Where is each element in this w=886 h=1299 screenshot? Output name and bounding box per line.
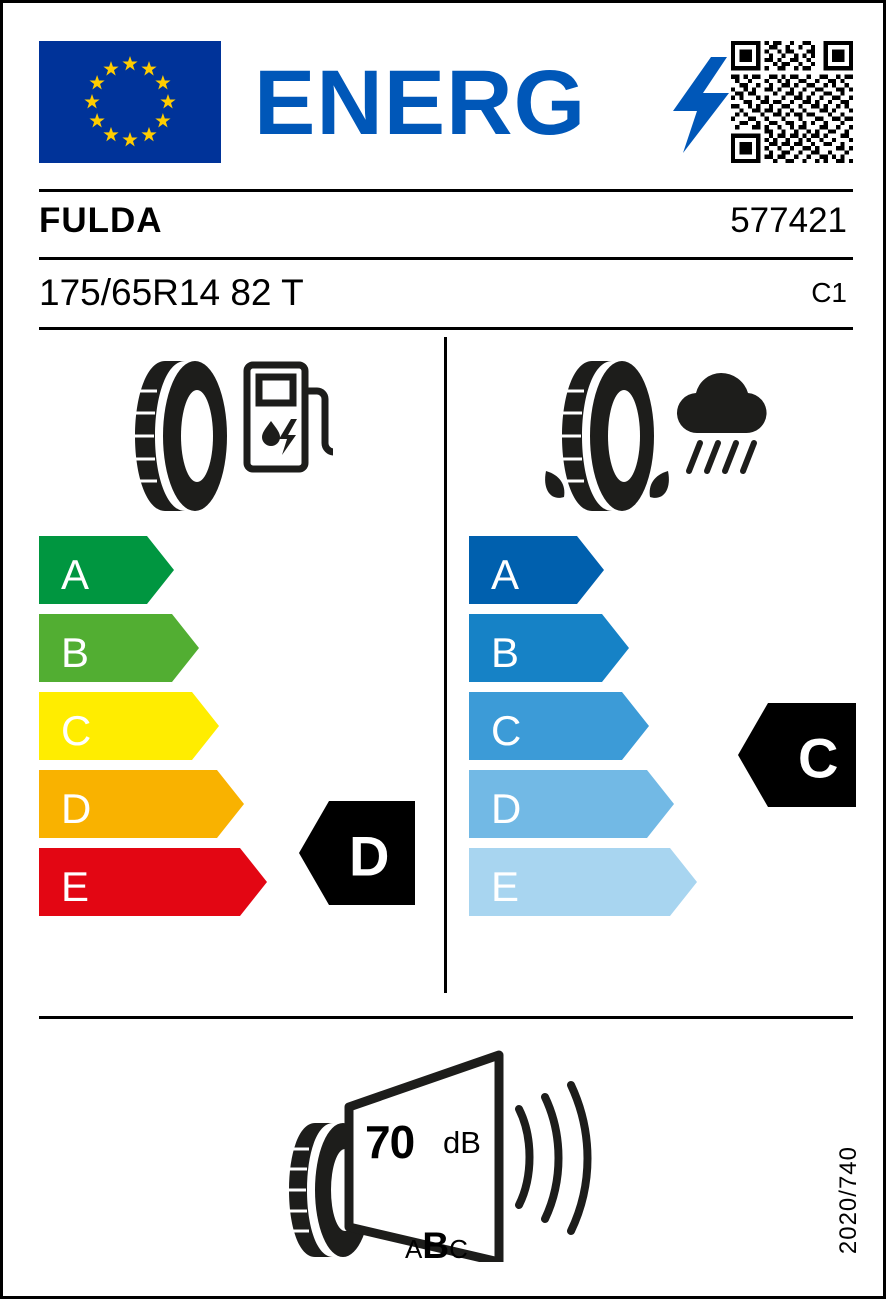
- grade-row-e: [469, 848, 697, 926]
- divider-brand: [39, 257, 853, 260]
- wet-grade-letter-a: A: [491, 551, 520, 598]
- qr-code-icon: [731, 41, 853, 163]
- noise-unit: dB: [443, 1125, 481, 1160]
- grade-row-b: [39, 614, 267, 692]
- noise-class-b: B: [422, 1225, 450, 1266]
- tyre-rain-cloud-icon: [528, 351, 778, 526]
- grade-row-d: [469, 770, 697, 848]
- sku-number: 577421: [730, 201, 847, 240]
- wet-grade-letter-d: D: [491, 785, 522, 832]
- grade-row-c: [469, 692, 697, 770]
- divider-noise: [39, 1016, 853, 1019]
- grade-letter-b: B: [61, 629, 90, 676]
- grade-row-e: [39, 848, 267, 926]
- grade-row-a: [469, 536, 697, 614]
- brand-name: FULDA: [39, 201, 163, 240]
- divider-vertical: [444, 337, 447, 993]
- wet-grip-result: [738, 703, 856, 812]
- fuel-efficiency-scale: [39, 536, 267, 926]
- grade-letter-a: A: [61, 551, 90, 598]
- noise-class-a: A: [405, 1234, 423, 1264]
- fuel-result-letter: D: [349, 824, 390, 887]
- grade-row-c: [39, 692, 267, 770]
- regulation-reference: 2020/740: [835, 1145, 862, 1254]
- tyre-class: C1: [811, 277, 847, 308]
- grade-row-a: [39, 536, 267, 614]
- grade-letter-c: C: [61, 707, 92, 754]
- tyre-fuel-pump-icon: [123, 351, 333, 526]
- label-header: [39, 33, 853, 173]
- grade-letter-e: E: [61, 863, 90, 910]
- noise-value: 70: [365, 1116, 415, 1168]
- wet-grade-letter-b: B: [491, 629, 520, 676]
- energy-wordmark: ENERG: [254, 52, 587, 154]
- eu-flag-icon: [39, 41, 221, 163]
- fuel-efficiency-result: [299, 801, 415, 910]
- noise-section: [283, 1047, 613, 1266]
- divider-header: [39, 189, 853, 192]
- noise-class-row: [405, 1225, 468, 1267]
- wet-grip-scale: [469, 536, 697, 926]
- wet-grade-letter-c: C: [491, 707, 522, 754]
- wet-grade-arrow-a: [469, 536, 604, 604]
- grade-letter-d: D: [61, 785, 92, 832]
- grade-row-d: [39, 770, 267, 848]
- divider-size: [39, 327, 853, 330]
- grade-row-b: [469, 614, 697, 692]
- tyre-size: 175/65R14 82 T: [39, 272, 304, 313]
- noise-class-c: C: [449, 1234, 468, 1264]
- grade-arrow-a: [39, 536, 174, 604]
- wet-result-letter: C: [798, 726, 839, 789]
- lightning-bolt-icon: [667, 57, 737, 158]
- wet-grade-letter-e: E: [491, 863, 520, 910]
